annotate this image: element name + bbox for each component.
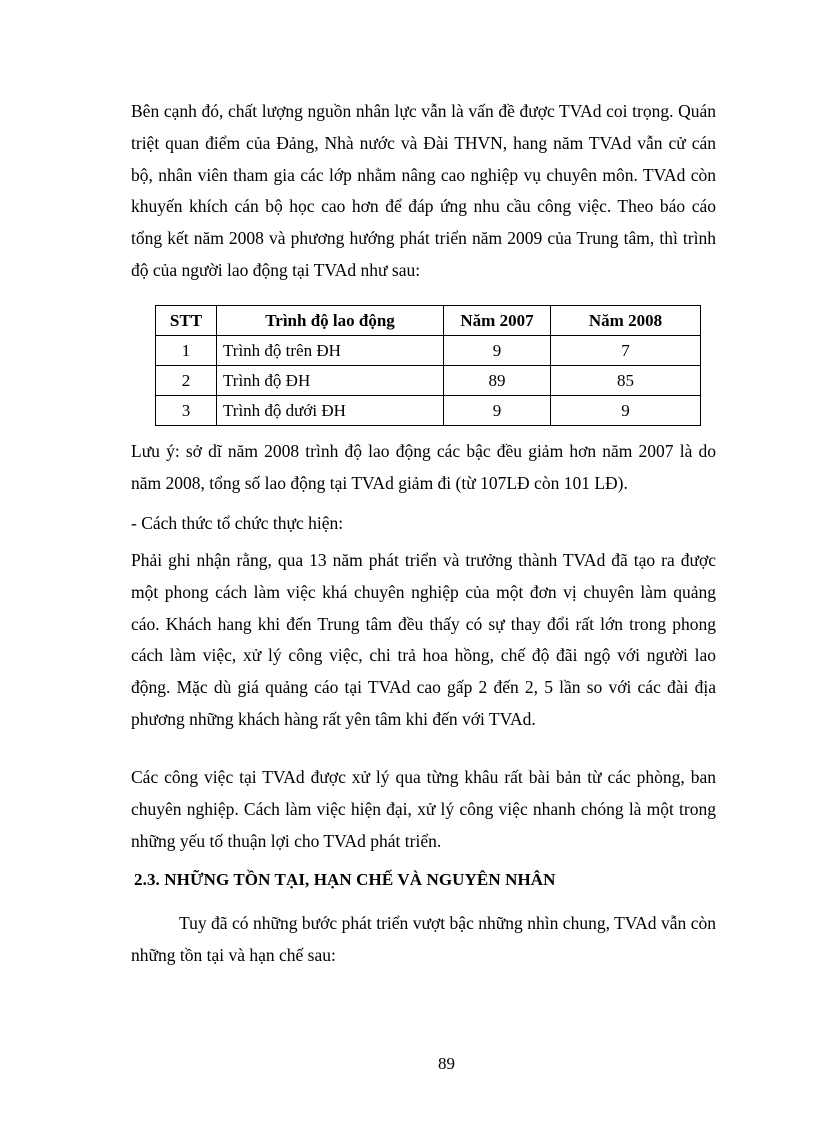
header-stt: STT <box>156 306 217 336</box>
table-header-row <box>156 306 701 336</box>
cell-stt: 3 <box>156 396 217 426</box>
header-level: Trình độ lao động <box>217 306 444 336</box>
note-paragraph <box>131 436 716 500</box>
paragraph-work-style <box>131 545 716 736</box>
paragraph-text: Phải ghi nhận rằng, qua 13 năm phát triển và trưởng thành TVAd đã tạo ra được một phong cách làm việc khá chuyên nghiệp của một đơn vị chuyên làm quảng cáo. Khách hang khi đến Trung tâm đều thấy có sự thay đổi rất lớn trong phong cách làm việc, xử lý công việc, chi trả hoa hồng, chế độ đãi ngộ với người lao động. Mặc dù giá quảng cáo tại TVAd cao gấp 2 đến 2, 5 lần so với các đài địa phương những khách hàng rất yên tâm khi đến với TVAd. <box>131 550 716 729</box>
cell-2007: 89 <box>444 366 551 396</box>
cell-level: Trình độ trên ĐH <box>217 336 444 366</box>
paragraph-text: Bên cạnh đó, chất lượng nguồn nhân lực vẫn là vấn đề được TVAd coi trọng. Quán triệt quan điểm của Đảng, Nhà nước và Đài THVN, hang năm TVAd vẫn cử cán bộ, nhân viên tham gia các lớp nhằm nâng cao nghiệp vụ chuyên môn. TVAd còn khuyến khích cán bộ học cao hơn để đáp ứng nhu cầu công việc. Theo báo cáo tổng kết năm 2008 và phương hướng phát triển năm 2009 của Trung tâm, thì trình độ của người lao động tại TVAd như sau: <box>131 101 716 280</box>
paragraph-text: Tuy đã có những bước phát triển vượt bậc những nhìn chung, TVAd vẫn còn những tồn tại và hạn chế sau: <box>131 913 716 965</box>
paragraph-limitations <box>131 908 716 972</box>
bullet-implementation: - Cách thức tổ chức thực hiện: <box>131 513 344 533</box>
cell-stt: 1 <box>156 336 217 366</box>
table-row <box>156 396 701 426</box>
page-number: 89 <box>438 1054 455 1073</box>
cell-2008: 85 <box>551 366 701 396</box>
note-text: Lưu ý: sở dĩ năm 2008 trình độ lao động các bậc đều giảm hơn năm 2007 là do năm 2008, tổng số lao động tại TVAd giảm đi (từ 107LĐ còn 101 LĐ). <box>131 441 716 493</box>
section-heading: 2.3. NHỮNG TỒN TẠI, HẠN CHẾ VÀ NGUYÊN NHÂN <box>134 870 556 889</box>
header-2008: Năm 2008 <box>551 306 701 336</box>
cell-level: Trình độ ĐH <box>217 366 444 396</box>
paragraph-text: Các công việc tại TVAd được xử lý qua từng khâu rất bài bản từ các phòng, ban chuyên nghiệp. Cách làm việc hiện đại, xử lý công việc nhanh chóng là một trong những yếu tố thuận lợi cho TVAd phát triển. <box>131 767 716 851</box>
cell-stt: 2 <box>156 366 217 396</box>
header-2007: Năm 2007 <box>444 306 551 336</box>
cell-2007: 9 <box>444 336 551 366</box>
cell-2007: 9 <box>444 396 551 426</box>
cell-2008: 9 <box>551 396 701 426</box>
table-row <box>156 366 701 396</box>
paragraph-processes <box>131 762 716 857</box>
table-row <box>156 336 701 366</box>
labor-level-table <box>155 305 701 426</box>
cell-level: Trình độ dưới ĐH <box>217 396 444 426</box>
cell-2008: 7 <box>551 336 701 366</box>
paragraph-staff-quality <box>131 96 716 287</box>
